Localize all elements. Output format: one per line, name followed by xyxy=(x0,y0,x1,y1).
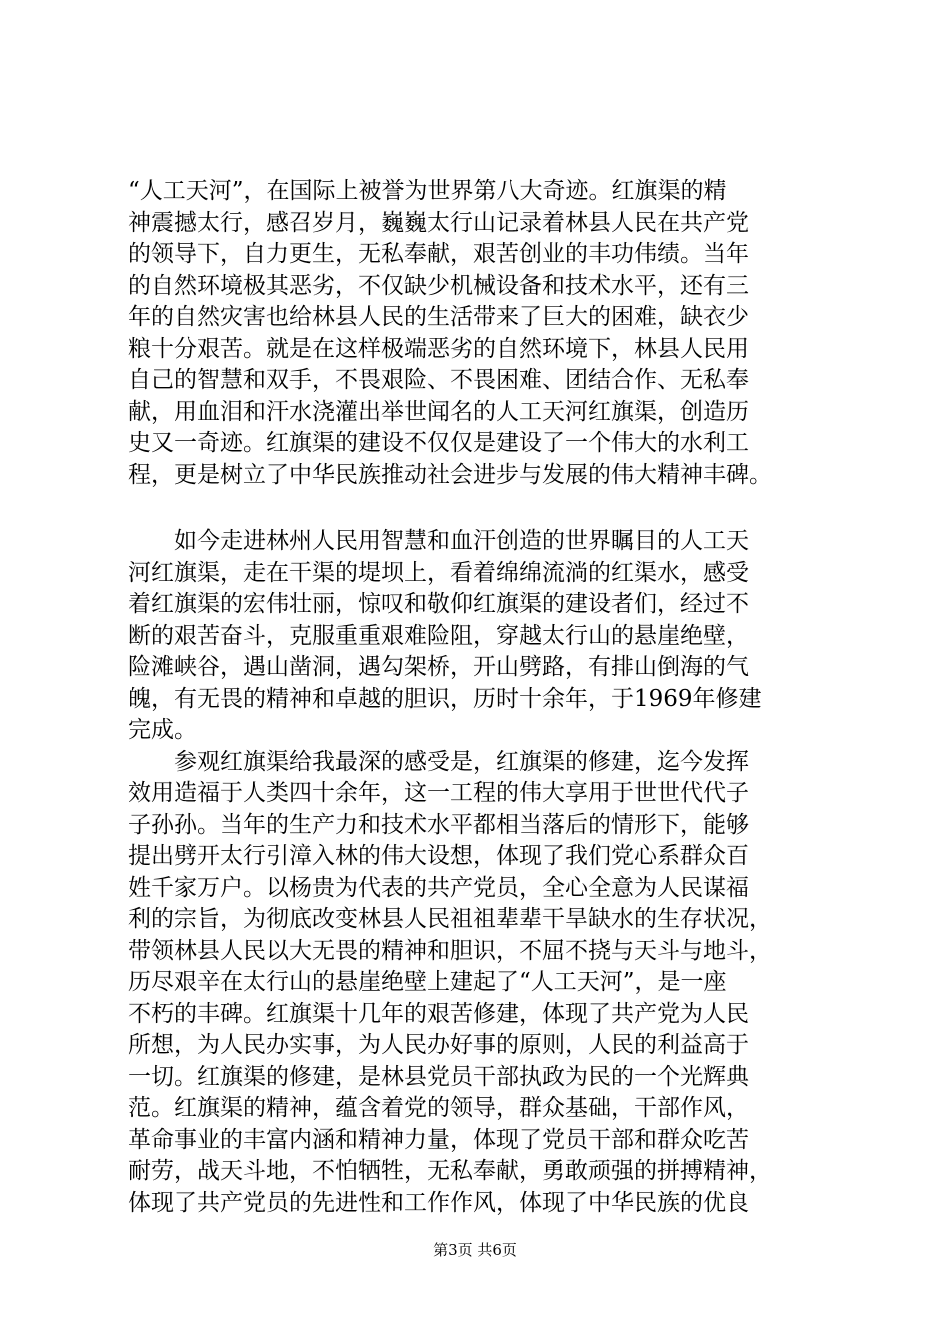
text-line: 献，用血泪和汗水浇灌出举世闻名的人工天河红旗渠，创造历 xyxy=(128,398,749,425)
text-line: 年的自然灾害也给林县人民的生活带来了巨大的困难，缺衣少 xyxy=(128,304,749,330)
text-line: 完成。 xyxy=(128,717,197,743)
paragraph-spacer xyxy=(128,491,828,526)
text-line: 历尽艰辛在太行山的悬崖绝壁上建起了“人工天河”，是一座 xyxy=(128,969,727,995)
page-footer xyxy=(0,1240,950,1260)
text-line: “人工天河”，在国际上被誉为世界第八大奇迹。红旗渠的精 xyxy=(128,178,727,204)
page-number: 第3页 共6页 xyxy=(433,1241,517,1259)
text-line: 的自然环境极其恶劣，不仅缺少机械设备和技术水平，还有三 xyxy=(128,272,749,299)
text-line: 效用造福于人类四十余年，这一工程的伟大享用于世世代代子 xyxy=(128,780,749,806)
text-line: 的领导下，自力更生，无私奉献，艰苦创业的丰功伟绩。当年 xyxy=(128,241,749,267)
paragraph-3 xyxy=(128,747,828,1220)
text-line: 不朽的丰碑。红旗渠十几年的艰苦修建，体现了共产党为人民 xyxy=(128,1000,749,1027)
text-line: 险滩峡谷，遇山凿洞，遇勾架桥，开山劈路，有排山倒海的气 xyxy=(128,654,749,680)
text-line: 神震撼太行，感召岁月，巍巍太行山记录着林县人民在共产党 xyxy=(128,209,749,236)
paragraph-1 xyxy=(128,176,828,491)
text-line: 姓千家万户。以杨贵为代表的共产党员，全心全意为人民谋福 xyxy=(128,874,749,901)
text-line: 程，更是树立了中华民族推动社会进步与发展的伟大精神丰碑。 xyxy=(128,461,772,488)
document-body xyxy=(128,176,828,1219)
text-line: 史又一奇迹。红旗渠的建设不仅仅是建设了一个伟大的水利工 xyxy=(128,430,749,456)
text-line: 提出劈开太行引漳入林的伟大设想，体现了我们党心系群众百 xyxy=(128,843,749,869)
text-line: 所想，为人民办实事，为人民办好事的原则，人民的利益高于 xyxy=(128,1032,749,1058)
text-line: 着红旗渠的宏伟壮丽，惊叹和敬仰红旗渠的建设者们，经过不 xyxy=(128,591,749,617)
text-line: 河红旗渠，走在干渠的堤坝上，看着绵绵流淌的红渠水，感受 xyxy=(128,559,749,586)
text-line: 魄，有无畏的精神和卓越的胆识，历时十余年，于1969年修建 xyxy=(128,685,762,712)
text-line: 利的宗旨，为彻底改变林县人民祖祖辈辈干旱缺水的生存状况， xyxy=(128,906,772,932)
text-line: 参观红旗渠给我最深的感受是，红旗渠的修建，迄今发挥 xyxy=(174,748,749,775)
text-line: 粮十分艰苦。就是在这样极端恶劣的自然环境下，林县人民用 xyxy=(128,335,749,362)
text-line: 带领林县人民以大无畏的精神和胆识，不屈不挠与天斗与地斗， xyxy=(128,937,772,964)
text-line: 子孙孙。当年的生产力和技术水平都相当落后的情形下，能够 xyxy=(128,811,749,838)
text-line: 断的艰苦奋斗，克服重重艰难险阻，穿越太行山的悬崖绝壁， xyxy=(128,622,749,649)
paragraph-2 xyxy=(128,526,828,747)
text-line: 自己的智慧和双手，不畏艰险、不畏困难、团结合作、无私奉 xyxy=(128,367,749,393)
text-line: 一切。红旗渠的修建，是林县党员干部执政为民的一个光辉典 xyxy=(128,1063,749,1090)
text-line: 耐劳，战天斗地，不怕牺牲，无私奉献，勇敢顽强的拼搏精神， xyxy=(128,1158,772,1184)
text-line: 范。红旗渠的精神，蕴含着党的领导，群众基础，干部作风， xyxy=(128,1095,749,1121)
text-line: 如今走进林州人民用智慧和血汗创造的世界瞩目的人工天 xyxy=(174,528,749,554)
text-line: 革命事业的丰富内涵和精神力量，体现了党员干部和群众吃苦 xyxy=(128,1126,749,1153)
text-line: 体现了共产党员的先进性和工作作风，体现了中华民族的优良 xyxy=(128,1189,749,1216)
